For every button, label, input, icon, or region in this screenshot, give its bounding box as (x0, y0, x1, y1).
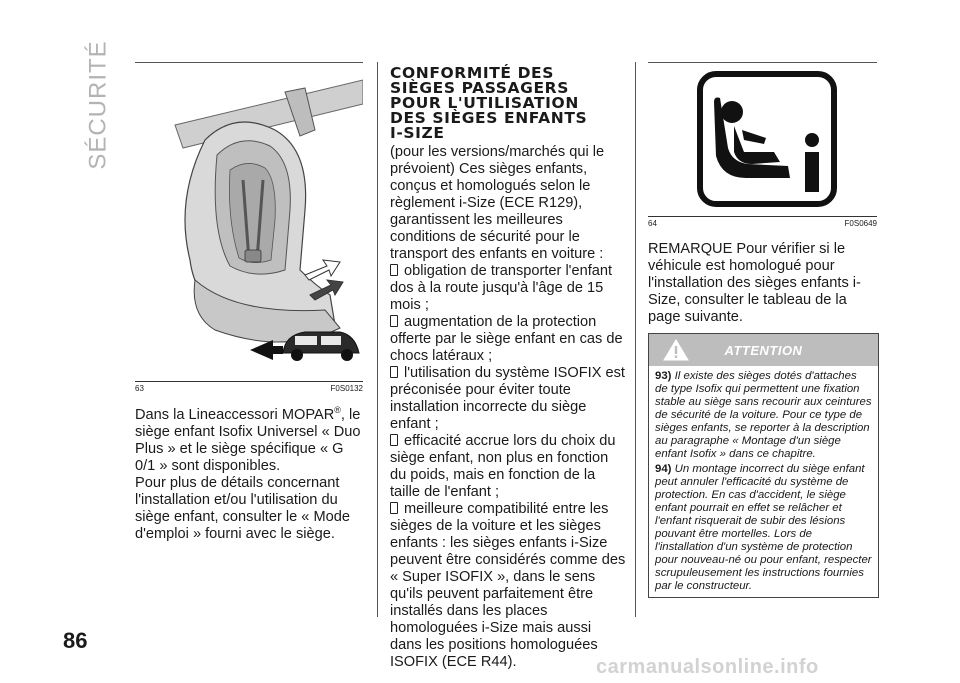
attention-item-94 (655, 463, 872, 593)
col1-para1-end: , le siège enfant Isofix Universel « Duo Plus » et le siège spécifique « G 0/1 » sont disponibles. (135, 406, 361, 474)
figure-64-caption (648, 216, 877, 228)
list-item-text: meilleure compatibilité entre les sièges de la voiture et les sièges enfants : les sièges enfants i-Size peuvent être considérés comme des « Super ISOFIX », dans le sens qu'ils peuvent parfaitement être installés dans les places homologuées i-Size mais aussi dans les positions homologuées ISOFIX (ECE R44). (390, 501, 626, 670)
figure-64-number: 64 (648, 219, 657, 228)
section-title (84, 40, 114, 170)
heading-line-1: CONFORMITÉ DES (390, 64, 554, 82)
list-item (390, 365, 626, 433)
heading-line-4: DES SIÈGES ENFANTS (390, 109, 588, 127)
list-item (390, 314, 626, 365)
top-rule-col1 (135, 62, 363, 63)
list-item-text: l'utilisation du système ISOFIX est préconisée pour éviter toute installation incorrecte du siège enfant ; (390, 365, 625, 432)
attention-item-number: 94) (655, 463, 672, 475)
warning-triangle-icon (663, 338, 689, 362)
attention-box (648, 333, 879, 598)
col1-para1-start: Dans la Lineaccessori MOPAR (135, 406, 335, 423)
remark-text: REMARQUE Pour vérifier si le véhicule est homologué pour l'installation des sièges enfants i-Size, consulter le tableau de la page suivante. (648, 241, 861, 325)
feature-list (390, 263, 626, 671)
figure-63-code: F0S0132 (330, 384, 363, 393)
attention-item-number: 93) (655, 370, 672, 382)
col1-para1 (135, 402, 365, 475)
isize-seat-icon (648, 66, 877, 212)
footer-watermark: carmanualsonline.info (596, 656, 819, 678)
bullet-icon (390, 315, 398, 327)
attention-header (649, 334, 878, 366)
heading-line-2: SIÈGES PASSAGERS (390, 79, 569, 97)
bullet-icon (390, 502, 398, 514)
registered-mark: ® (334, 405, 341, 415)
list-item (390, 501, 626, 671)
section-heading (390, 66, 626, 141)
attention-item-text: Un montage incorrect du siège enfant peut annuler l'efficacité du système de protection. En cas d'accident, le siège enfant pourrait en effet se relâcher et l'enfant risquerait de subir des lésions pouvant être mortelles. Lors de l'installation d'un système de protection pour nouveau-né ou pour enfant, respecter scrupuleusement les instructions fournies par le constructeur. (655, 463, 872, 592)
list-item (390, 433, 626, 501)
heading-line-5: I-SIZE (390, 124, 445, 142)
page-number: 86 (63, 628, 88, 653)
top-rule-col3 (648, 62, 877, 63)
figure-63-caption (135, 381, 363, 393)
col3-remark (648, 241, 880, 326)
list-item (390, 263, 626, 314)
bullet-icon (390, 264, 398, 276)
child-seat-illustration (135, 70, 363, 378)
col1-text (135, 402, 365, 543)
attention-item-text: Il existe des sièges dotés d'attaches de type Isofix qui permettent une fixation stable au siège sans recourir aux ceintures de sécurité de la voiture. Pour ce type de sièges enfants, se reporter à la description au paragraphe « Montage d'un siège enfant Isofix » dans ce chapitre. (655, 370, 872, 460)
list-item-text: efficacité accrue lors du choix du siège enfant, non plus en fonction du poids, mais en fonction de la taille de l'enfant ; (390, 433, 616, 500)
bullet-icon (390, 434, 398, 446)
attention-body (649, 366, 878, 597)
attention-title: ATTENTION (724, 342, 803, 358)
heading-line-3: POUR L'UTILISATION (390, 94, 579, 112)
column-divider-1 (377, 62, 378, 617)
section-title-text: SÉCURITÉ (85, 40, 113, 170)
col2-intro: (pour les versions/marchés qui le prévoient) Ces sièges enfants, conçus et homologués selon le règlement i-Size (ECE R129), garantissent les meilleures conditions de sécurité pour le transport des enfants en voiture : (390, 144, 605, 262)
list-item-text: augmentation de la protection offerte par le siège enfant en cas de chocs latéraux ; (390, 314, 623, 364)
figure-64-code: F0S0649 (844, 219, 877, 228)
list-item-text: obligation de transporter l'enfant dos à la route jusqu'à l'âge de 15 mois ; (390, 263, 613, 313)
attention-item-93 (655, 370, 872, 461)
figure-63-number: 63 (135, 384, 144, 393)
figure-64-isize-symbol (648, 66, 877, 212)
col1-para2: Pour plus de détails concernant l'installation et/ou l'utilisation du siège enfant, consulter le « Mode d'emploi » fourni avec le siège. (135, 474, 350, 542)
column-divider-2 (635, 62, 636, 617)
col2-content (390, 66, 626, 671)
figure-63-child-seat (135, 70, 363, 378)
bullet-icon (390, 366, 398, 378)
